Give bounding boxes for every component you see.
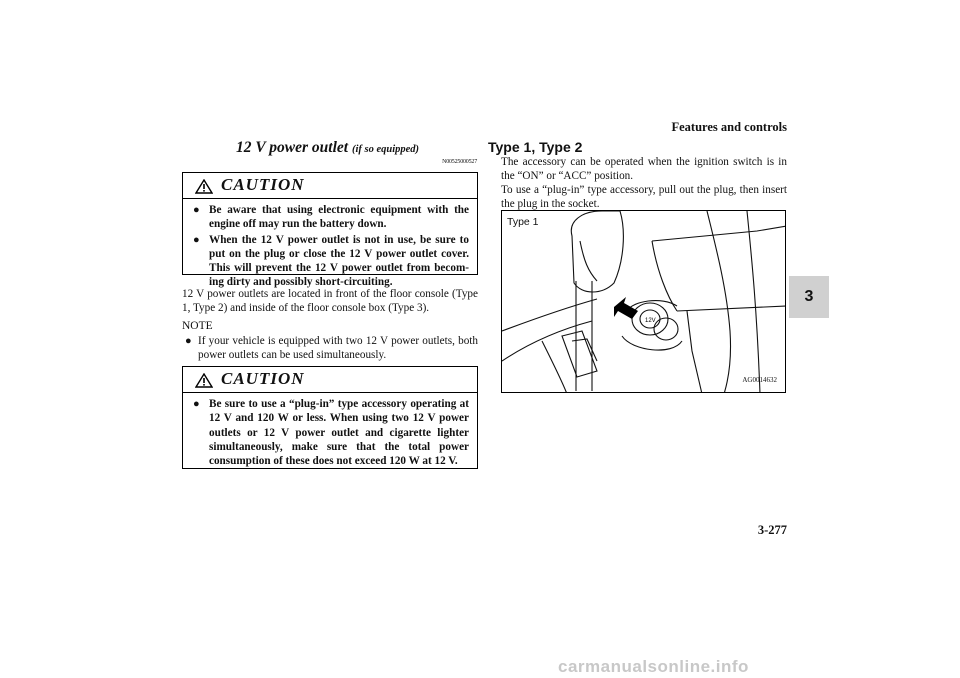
chapter-tab: 3 bbox=[789, 276, 829, 318]
svg-text:12V: 12V bbox=[645, 318, 656, 324]
caution-box-1 bbox=[182, 172, 478, 289]
body-paragraph: The accessory can be operated when the ignition switch is in the “ON” or “ACC” position. bbox=[501, 156, 787, 183]
caution-item: ● Be aware that using electronic equipment with the engine off may run the battery down. bbox=[193, 204, 469, 231]
bullet-icon: ● bbox=[185, 335, 192, 347]
note-heading: NOTE bbox=[182, 320, 213, 332]
caution-item: ● Be sure to use a “plug-in” type accessory operating at 12 V and 120 W or less. When using two 12 V power outlets or 12 V power outlet and cigarette lighter simultaneously, make sure that the total power consumption of these does not exceed 120 W at 12 V. bbox=[193, 398, 469, 468]
running-header: Features and controls bbox=[671, 120, 787, 134]
caution-item: ● When the 12 V power outlet is not in use, be sure to put on the plug or close the 12 V power outlet cover. This will prevent the 12 V power outlet from becom- ing dirty and possibly short-circuiting. bbox=[193, 233, 469, 289]
bullet-icon: ● bbox=[193, 233, 200, 246]
bullet-icon: ● bbox=[193, 204, 200, 216]
section-title-suffix: (if so equipped) bbox=[351, 144, 420, 155]
figure-power-outlet bbox=[501, 210, 786, 393]
warning-triangle-icon bbox=[195, 179, 213, 194]
section-title-text: 12 V power outlet bbox=[236, 139, 349, 156]
footer-watermark: carmanualsonline.info bbox=[558, 657, 749, 676]
section-title bbox=[236, 139, 419, 157]
subsection-heading: Type 1, Type 2 bbox=[488, 139, 583, 155]
caution-header bbox=[183, 173, 477, 199]
bullet-icon: ● bbox=[193, 398, 200, 410]
caution-label: CAUTION bbox=[221, 175, 305, 194]
section-code: N00525000527 bbox=[442, 159, 477, 165]
body-paragraph: 12 V power outlets are located in front of the floor console (Type 1, Type 2) and inside of the floor console box (Type 3). bbox=[182, 288, 478, 315]
caution-box-2 bbox=[182, 366, 478, 469]
note-item: ● If your vehicle is equipped with two 12 V power outlets, both power outlets can be used simultaneously. bbox=[185, 335, 478, 362]
figure-label: Type 1 bbox=[507, 216, 539, 228]
warning-triangle-icon bbox=[195, 373, 213, 388]
caution-header bbox=[183, 367, 477, 393]
body-paragraph: To use a “plug-in” type accessory, pull out the plug, then insert the plug in the socket. bbox=[501, 184, 787, 211]
caution-label: CAUTION bbox=[221, 369, 305, 388]
page-number: 3-277 bbox=[757, 523, 787, 537]
console-illustration bbox=[502, 211, 786, 393]
figure-code: AG0014632 bbox=[742, 376, 777, 384]
